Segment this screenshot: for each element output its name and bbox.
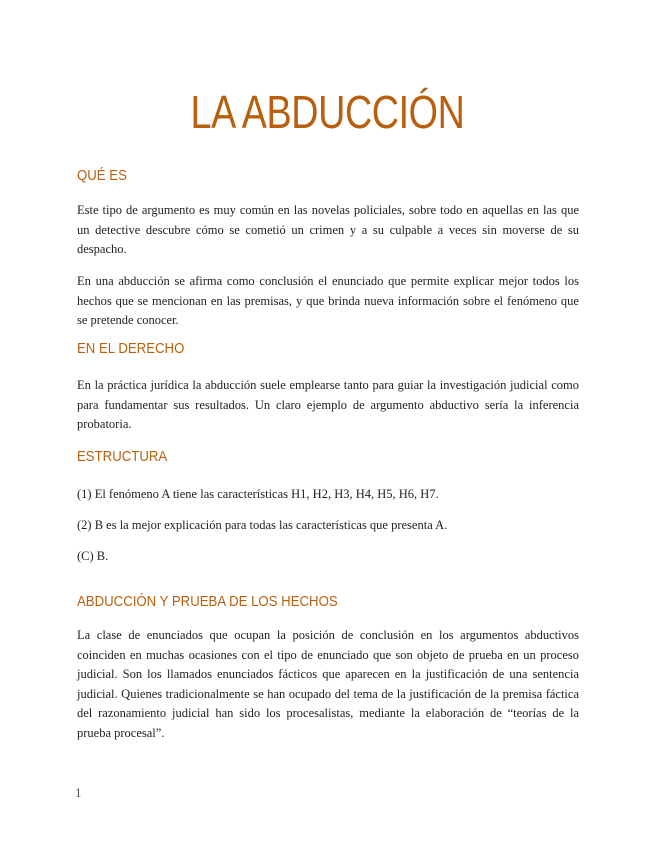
page-title: LA ABDUCCIÓN [190,86,465,138]
section-heading-derecho: EN EL DERECHO [77,340,185,357]
estructura-line-1: (1) El fenómeno A tiene las características H1, H2, H3, H4, H5, H6, H7. [77,487,439,501]
page-number: 1 [75,785,82,800]
section-heading-estructura: ESTRUCTURA [77,448,168,465]
paragraph-que-es-2: En una abducción se afirma como conclusión el enunciado que permite explicar mejor todos los hechos que se mencionan en las premisas, y que brinda nueva información sobre el fenómeno que se pretende conocer. [77,274,579,328]
paragraph-prueba-1: La clase de enunciados que ocupan la posición de conclusión en los argumentos abductivos coinciden en muchas ocasiones con el tipo de enunciado que son objeto de prueba en un proceso judicial. Son los llamados enunciados fácticos que aparecen en la justificación de una sentencia judicial. Quienes tradicionalmente se han ocupado del tema de la justificación de la premisa fáctica del razonamiento judicial han sido los procesalistas, mediante la elaboración de “teorías de la prueba procesal”. [77,628,579,740]
section-heading-prueba: ABDUCCIÓN Y PRUEBA DE LOS HECHOS [77,593,338,610]
paragraph-que-es-1: Este tipo de argumento es muy común en las novelas policiales, sobre todo en aquellas en las que un detective descubre cómo se cometió un crimen y a su culpable a veces sin moverse de su despacho. [77,203,579,257]
estructura-line-2: (2) B es la mejor explicación para todas las características que presenta A. [77,518,448,532]
paragraph-derecho-1: En la práctica jurídica la abducción suele emplearse tanto para guiar la investigación judicial como para fundamentar sus resultados. Un claro ejemplo de argumento abductivo sería la inferencia probatoria. [77,378,579,432]
estructura-line-3: (C) B. [77,549,109,563]
section-heading-que-es: QUÉ ES [77,167,127,184]
